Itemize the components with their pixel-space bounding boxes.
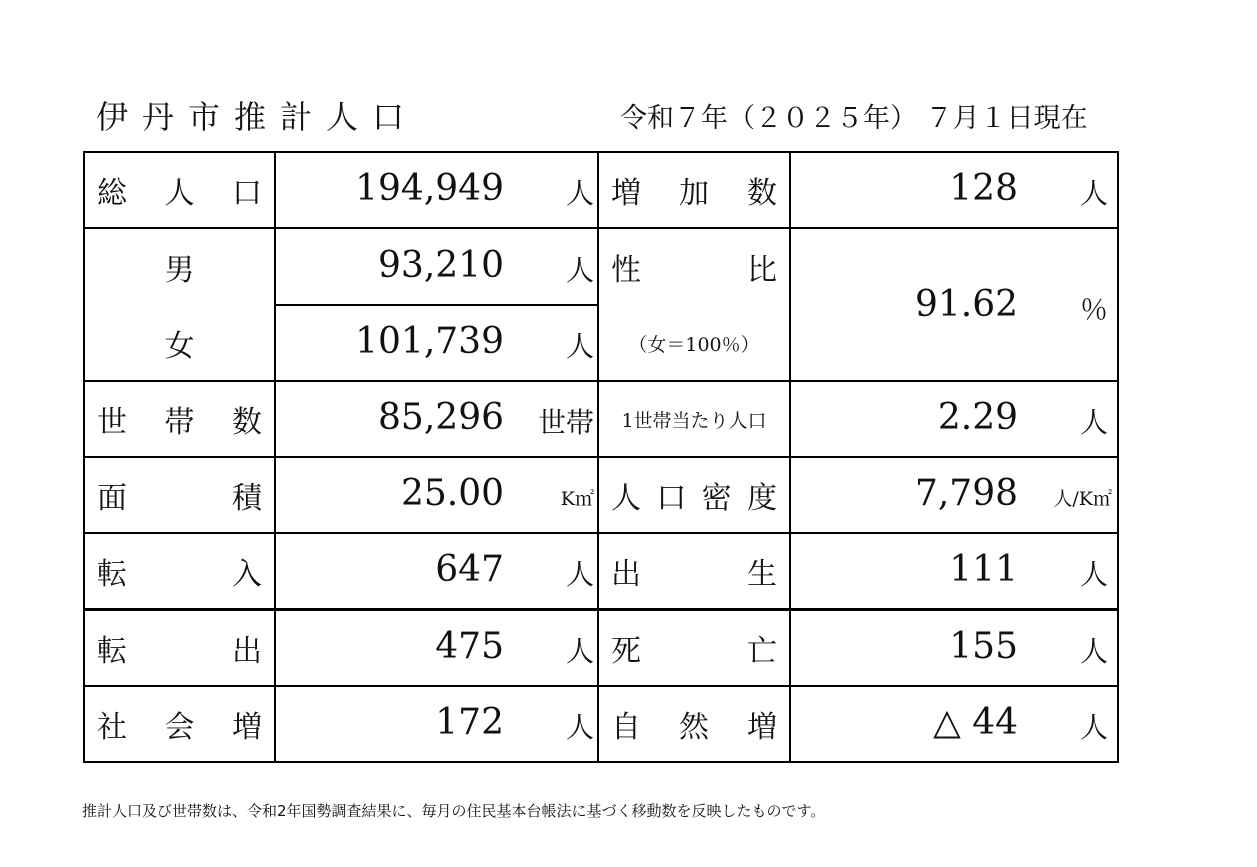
label-char: 度 bbox=[746, 481, 777, 516]
label-char: 亡 bbox=[747, 634, 777, 669]
label-char: 性 bbox=[611, 252, 641, 288]
label-char: 数 bbox=[747, 176, 777, 211]
per-household-unit: 人 bbox=[1079, 406, 1108, 439]
sex-ratio-sublabel: （女＝100％） bbox=[628, 333, 760, 356]
births-value: 111 bbox=[949, 549, 1018, 590]
label-char: 入 bbox=[232, 557, 262, 592]
increase-value: 128 bbox=[949, 168, 1018, 209]
female-label: 女 bbox=[164, 329, 195, 364]
households-value: 85,296 bbox=[378, 397, 504, 438]
table-border-right bbox=[1117, 151, 1119, 763]
female-value: 101,739 bbox=[355, 321, 504, 362]
social-increase-unit: 人 bbox=[565, 711, 594, 744]
female-unit: 人 bbox=[565, 330, 594, 363]
label-char: 自 bbox=[611, 710, 641, 745]
as-of-date: 令和７年（２０２５年） ７月１日現在 bbox=[620, 103, 1088, 134]
label-char: 会 bbox=[164, 710, 195, 745]
total-population-unit: 人 bbox=[565, 177, 594, 210]
label-char: 転 bbox=[97, 634, 127, 669]
label-char: 死 bbox=[611, 634, 641, 669]
deaths-value: 155 bbox=[949, 626, 1018, 667]
per-household-label: 1世帯当たり人口 bbox=[621, 409, 767, 432]
increase-label bbox=[599, 153, 789, 227]
area-value: 25.00 bbox=[400, 473, 504, 514]
label-char: 転 bbox=[97, 557, 127, 592]
natural-increase-label bbox=[599, 687, 789, 761]
label-char: 増 bbox=[611, 176, 641, 211]
total-population-label bbox=[85, 153, 274, 227]
label-char: 然 bbox=[679, 710, 709, 745]
page-title: 伊丹市推計人口 bbox=[96, 98, 419, 136]
moved-out-unit: 人 bbox=[565, 635, 594, 668]
label-char: 帯 bbox=[164, 405, 195, 440]
moved-out-label bbox=[85, 611, 274, 685]
area-unit: K㎡ bbox=[560, 488, 594, 510]
density-value: 7,798 bbox=[914, 473, 1018, 514]
moved-in-value: 647 bbox=[435, 549, 504, 590]
sex-ratio-label bbox=[599, 229, 789, 304]
male-label: 男 bbox=[164, 252, 195, 288]
label-char: 生 bbox=[747, 557, 777, 592]
label-char: 口 bbox=[232, 176, 262, 211]
label-char: 人 bbox=[164, 176, 195, 211]
households-label bbox=[85, 382, 274, 456]
households-unit: 世帯 bbox=[537, 406, 594, 439]
label-char: 世 bbox=[97, 405, 127, 440]
label-char: 人 bbox=[611, 481, 641, 516]
social-increase-value: 172 bbox=[435, 702, 504, 743]
deaths-unit: 人 bbox=[1079, 635, 1108, 668]
label-char: 総 bbox=[97, 176, 127, 211]
density-label bbox=[599, 458, 789, 532]
label-char: 密 bbox=[701, 481, 732, 516]
social-increase-label bbox=[85, 687, 274, 761]
increase-unit: 人 bbox=[1079, 177, 1108, 210]
label-char: 比 bbox=[747, 252, 777, 288]
label-char: 出 bbox=[232, 634, 262, 669]
label-char: 出 bbox=[611, 557, 641, 592]
male-unit: 人 bbox=[565, 254, 594, 287]
footnote: 推計人口及び世帯数は、令和2年国勢調査結果に、毎月の住民基本台帳法に基づく移動数を反映したものです。 bbox=[82, 802, 826, 820]
male-value: 93,210 bbox=[378, 245, 504, 286]
label-char: 積 bbox=[232, 481, 262, 516]
label-char: 社 bbox=[97, 710, 127, 745]
moved-in-unit: 人 bbox=[565, 558, 594, 591]
births-unit: 人 bbox=[1079, 558, 1108, 591]
natural-increase-unit: 人 bbox=[1079, 711, 1108, 744]
column-divider bbox=[274, 151, 276, 763]
births-label bbox=[599, 534, 789, 608]
label-char: 面 bbox=[97, 481, 127, 516]
row-divider bbox=[274, 304, 598, 306]
label-char: 口 bbox=[656, 481, 687, 516]
density-unit: 人/K㎡ bbox=[1053, 488, 1112, 510]
total-population-value: 194,949 bbox=[355, 168, 504, 209]
label-char: 増 bbox=[747, 710, 777, 745]
per-household-value: 2.29 bbox=[937, 397, 1018, 438]
column-divider bbox=[789, 151, 791, 763]
sex-ratio-value: 91.62 bbox=[914, 284, 1018, 325]
deaths-label bbox=[599, 611, 789, 685]
sex-ratio-unit: ％ bbox=[1079, 293, 1108, 326]
natural-increase-value: △ 44 bbox=[933, 702, 1018, 743]
label-char: 加 bbox=[679, 176, 709, 211]
moved-in-label bbox=[85, 534, 274, 608]
label-char: 増 bbox=[232, 710, 262, 745]
table-border-bottom bbox=[83, 761, 1119, 763]
label-char: 数 bbox=[232, 405, 262, 440]
area-label bbox=[85, 458, 274, 532]
moved-out-value: 475 bbox=[435, 626, 504, 667]
